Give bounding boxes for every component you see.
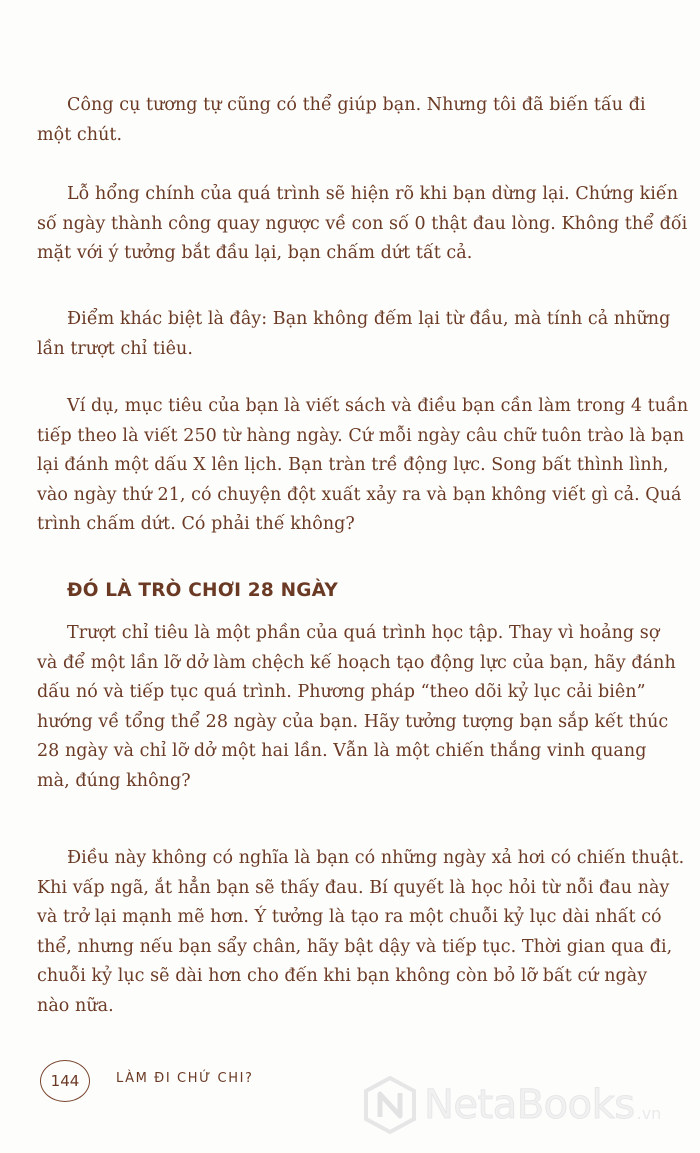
watermark-suffix: .vn — [636, 1104, 662, 1123]
running-title: LÀM ĐI CHỨ CHI? — [116, 1071, 254, 1086]
paragraph-4 — [37, 392, 689, 540]
paragraph-3 — [37, 305, 677, 364]
text-line: 28 ngày và chỉ lỡ dở một hai lần. Vẫn là một chiến thắng vinh quang — [37, 741, 647, 761]
text-line: tiếp theo là viết 250 từ hàng ngày. Cứ mỗi ngày câu chữ tuôn trào là bạn — [37, 425, 685, 446]
text-line: nào nữa. — [37, 995, 114, 1016]
paragraph-2 — [37, 180, 688, 269]
watermark — [362, 1073, 692, 1137]
text-line: Điểm khác biệt là đây: Bạn không đếm lại từ đầu, mà tính cả những — [67, 309, 671, 329]
paragraph-6 — [37, 844, 685, 1021]
text-line: Lỗ hổng chính của quá trình sẽ hiện rõ khi bạn dừng lại. Chứng kiến — [67, 184, 679, 204]
text-line: lần trượt chỉ tiêu. — [37, 338, 193, 359]
text-line: Trượt chỉ tiêu là một phần của quá trình học tập. Thay vì hoảng sợ — [67, 623, 660, 643]
text-line: mặt với ý tưởng bắt đầu lại, bạn chấm dứt tất cả. — [37, 243, 473, 263]
section-heading: ĐÓ LÀ TRÒ CHƠI 28 NGÀY — [67, 580, 338, 601]
watermark-text: NetaBooks — [424, 1082, 635, 1128]
text-line: một chút. — [37, 124, 123, 145]
text-line: chuỗi kỷ lục sẽ dài hơn cho đến khi bạn không còn bỏ lỡ bất cứ ngày — [37, 966, 648, 986]
paragraph-5 — [37, 619, 677, 796]
paragraph-1 — [37, 91, 677, 150]
netabooks-logo-icon — [362, 1075, 418, 1135]
text-line: và để một lần lỡ dở làm chệch kế hoạch tạo động lực của bạn, hãy đánh — [37, 652, 676, 673]
text-line: Ví dụ, mục tiêu của bạn là viết sách và điều bạn cần làm trong 4 tuần — [67, 396, 689, 416]
text-line: và trở lại mạnh mẽ hơn. Ý tưởng là tạo ra một chuỗi kỷ lục dài nhất có — [37, 907, 662, 927]
page-number: 144 — [50, 1072, 80, 1090]
text-line: số ngày thành công quay ngược về con số 0 thật đau lòng. Không thể đối — [37, 213, 688, 234]
text-line: dấu nó và tiếp tục quá trình. Phương pháp “theo dõi kỷ lục cải biên” — [37, 682, 646, 702]
text-line: hướng về tổng thể 28 ngày của bạn. Hãy tưởng tượng bạn sắp kết thúc — [37, 711, 669, 732]
text-line: lại đánh một dấu X lên lịch. Bạn tràn trề động lực. Song bất thình lình, — [37, 455, 669, 475]
text-line: trình chấm dứt. Có phải thế không? — [37, 514, 355, 534]
text-line: vào ngày thứ 21, có chuyện đột xuất xảy ra và bạn không viết gì cả. Quá — [37, 484, 682, 505]
text-line: Điều này không có nghĩa là bạn có những ngày xả hơi có chiến thuật. — [67, 848, 685, 868]
page-number-badge — [40, 1060, 90, 1102]
text-line: Công cụ tương tự cũng có thể giúp bạn. Nhưng tôi đã biến tấu đi — [67, 95, 646, 115]
text-line: Khi vấp ngã, ắt hẳn bạn sẽ thấy đau. Bí quyết là học hỏi từ nỗi đau này — [37, 877, 670, 898]
text-line: mà, đúng không? — [37, 770, 191, 791]
text-line: thể, nhưng nếu bạn sẩy chân, hãy bật dậy và tiếp tục. Thời gian qua đi, — [37, 936, 673, 957]
